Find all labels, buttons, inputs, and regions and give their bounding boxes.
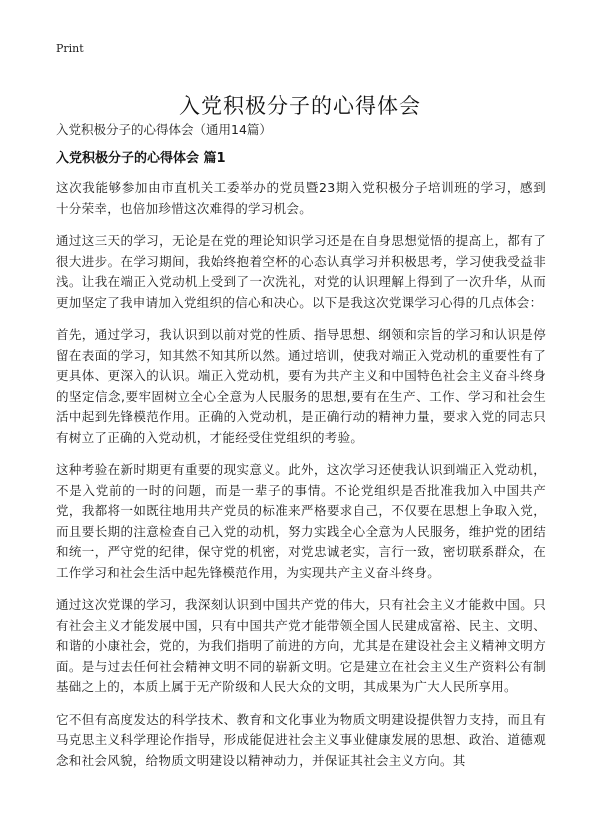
document-body	[56, 178, 546, 783]
paragraph-2: 通过这三天的学习，无论是在党的理论知识学习还是在自身思想觉悟的提高上，都有了很大进步。在学习期间，我始终抱着空杯的心态认真学习并积极思考，学习使我受益非浅。让我在端正入党动机上受到了一次洗礼，对党的认识理解上得到了一次升华，从而更加坚定了我申请加入党组织的信心和决心。以下是我这次党课学习心得的几点体会：	[56, 233, 546, 310]
paragraph-4: 这种考验在新时期更有重要的现实意义。此外，这次学习还使我认识到端正入党动机，不是入党前的一时的问题，而是一辈子的事情。不论党组织是否批准我加入中国共产党，我都将一如既往地用共产党员的标准来严格要求自己，不仅要在思想上争取入党，而且要长期的注意检查自己入党的动机，努力实践全心全意为人民服务，维护党的团结和统一，严守党的纪律，保守党的机密，对党忠诚老实，言行一致，密切联系群众，在工作学习和社会生活中起先锋模范作用，为实现共产主义奋斗终身。	[56, 462, 546, 580]
paragraph-5: 通过这次党课的学习，我深刻认识到中国共产党的伟大，只有社会主义才能救中国。只有社会主义才能发展中国，只有中国共产党才能带领全国人民建成富裕、民主、文明、和谐的小康社会，党的，为我们指明了前进的方向，尤其是在建设社会主义精神文明方面。是与过去任何社会精神文明不同的崭新文明。它是建立在社会主义生产资料公有制基础之上的，本质上属于无产阶级和人民大众的文明，其成果为广大人民所享用。	[56, 597, 546, 694]
print-label: Print	[56, 42, 84, 55]
section-heading: 入党积极分子的心得体会 篇1	[56, 151, 226, 166]
paragraph-3: 首先，通过学习，我认识到以前对党的性质、指导思想、纲领和宗旨的学习和认识是停留在表面的学习，知其然不知其所以然。通过培训，使我对端正入党动机的重要性有了更具体、更深入的认识。端正入党动机，要有为共产主义和中国特色社会主义奋斗终身的坚定信念,要牢固树立全心全意为人民服务的思想,要有在生产、工作、学习和社会生活中起到先锋模范作用。正确的入党动机，是正确行动的精神力量，要求入党的同志只有树立了正确的入党动机，才能经受住党组织的考验。	[56, 327, 546, 445]
paragraph-1: 这次我能够参加由市直机关工委举办的党员暨23期入党积极分子培训班的学习，感到十分荣幸，也倍加珍惜这次难得的学习机会。	[56, 180, 546, 216]
document-subtitle: 入党积极分子的心得体会（通用14篇）	[56, 122, 272, 137]
page-title: 入党积极分子的心得体会	[179, 94, 421, 119]
paragraph-6: 它不但有高度发达的科学技术、教育和文化事业为物质文明建设提供智力支持，而且有马克思主义科学理论作指导，形成能促进社会主义事业健康发展的思想、政治、道德观念和社会风貌，给物质文明建设以精神动力，并保证其社会主义方向。其	[56, 711, 546, 768]
